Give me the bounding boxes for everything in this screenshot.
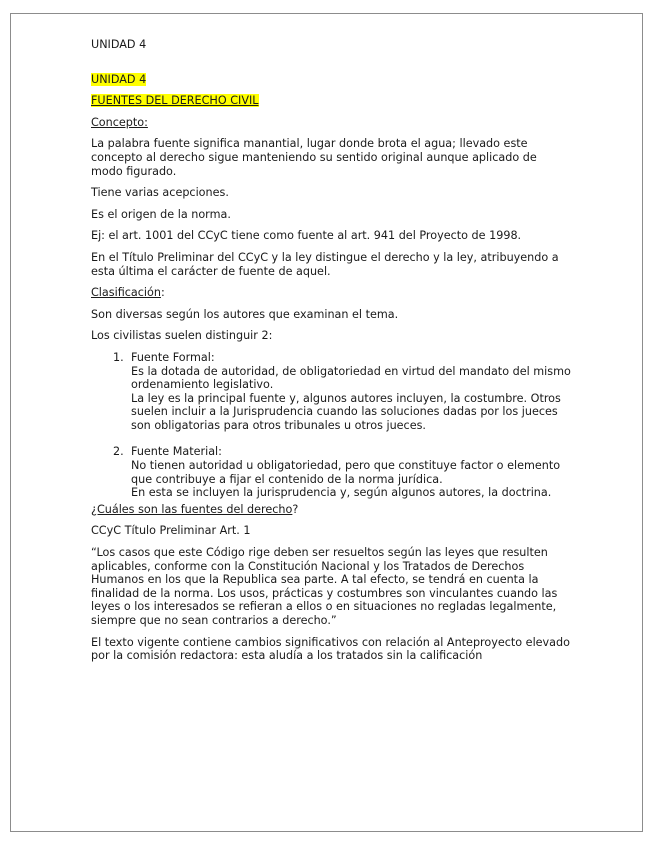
question-mark: ? [292, 502, 299, 516]
civilists-paragraph: Los civilistas suelen distinguir 2: [91, 329, 273, 343]
list-number: 2. [113, 445, 124, 459]
concept-heading [91, 116, 571, 130]
question-heading-text: ¿Cuáles son las fuentes del derecho [91, 502, 293, 516]
final-paragraph: El texto vigente contiene cambios significativos con relación al Anteproyecto elevado por la comisión redactora: esta aludía a los tratados sin la calificación [91, 635, 570, 663]
sources-list [91, 351, 571, 500]
meanings-paragraph: Tiene varias acepciones. [91, 186, 229, 200]
list-item-title: Fuente Material: [131, 445, 222, 459]
classification-colon: : [160, 286, 165, 300]
preliminary-paragraph: En el Título Preliminar del CCyC y la ley distingue el derecho y la ley, atribuyendo a esta última el carácter de fuente de aquel. [91, 250, 559, 278]
concept-heading-text: Concepto: [91, 115, 148, 129]
example-paragraph: Ej: el art. 1001 del CCyC tiene como fuente al art. 941 del Proyecto de 1998. [91, 229, 522, 243]
document-page [10, 13, 643, 832]
list-item-material [91, 445, 571, 499]
list-item-formal [91, 351, 571, 433]
list-item-line: No tienen autoridad u obligatoriedad, pero que constituye factor o elemento que contribuye a fijar el contenido de la norma jurídica. [131, 459, 561, 486]
quote-paragraph: “Los casos que este Código rige deben ser resueltos según las leyes que resulten aplicables, conforme con la Constitución Nacional y los Tratados de Derechos Humanos en los que la Republica sea parte. A tal efecto, se tendrá en cuenta la finalidad de la norma. Los usos, prácticas y costumbres son vinculantes cuando las leyes o los interesados se refieran a ellos o en situaciones no regladas legalmente, siempre que no sean contrarios a derecho.” [91, 546, 558, 627]
article-reference: CCyC Título Preliminar Art. 1 [91, 524, 251, 538]
classification-heading-text: Clasificación [91, 286, 161, 300]
list-item-line: La ley es la principal fuente y, algunos autores incluyen, la costumbre. Otros suelen incluir a la Jurisprudencia cuando las soluciones dadas por los jueces son obligatorias para otros tribunales u otros jueces. [131, 391, 561, 432]
concept-paragraph: La palabra fuente significa manantial, lugar donde brota el agua; llevado este concepto al derecho sigue manteniendo su sentido original aunque aplicado de modo figurado. [91, 137, 537, 178]
origin-paragraph: Es el origen de la norma. [91, 207, 231, 221]
unit-title-text: UNIDAD 4 [91, 72, 147, 86]
list-item-title: Fuente Formal: [131, 350, 215, 364]
classification-paragraph: Son diversas según los autores que examinan el tema. [91, 307, 399, 321]
classification-heading [91, 286, 571, 300]
question-heading [91, 503, 571, 517]
document-body [91, 38, 571, 671]
unit-title [91, 73, 571, 87]
section-title-text: FUENTES DEL DERECHO CIVIL [91, 94, 259, 108]
list-number: 1. [113, 350, 124, 364]
list-item-line: En esta se incluyen la jurisprudencia y, según algunos autores, la doctrina. [131, 486, 552, 500]
list-item-line: Es la dotada de autoridad, de obligatoriedad en virtud del mandato del mismo ordenamiento legislativo. [131, 364, 571, 392]
page-header: UNIDAD 4 [91, 38, 147, 51]
section-title [91, 94, 571, 108]
